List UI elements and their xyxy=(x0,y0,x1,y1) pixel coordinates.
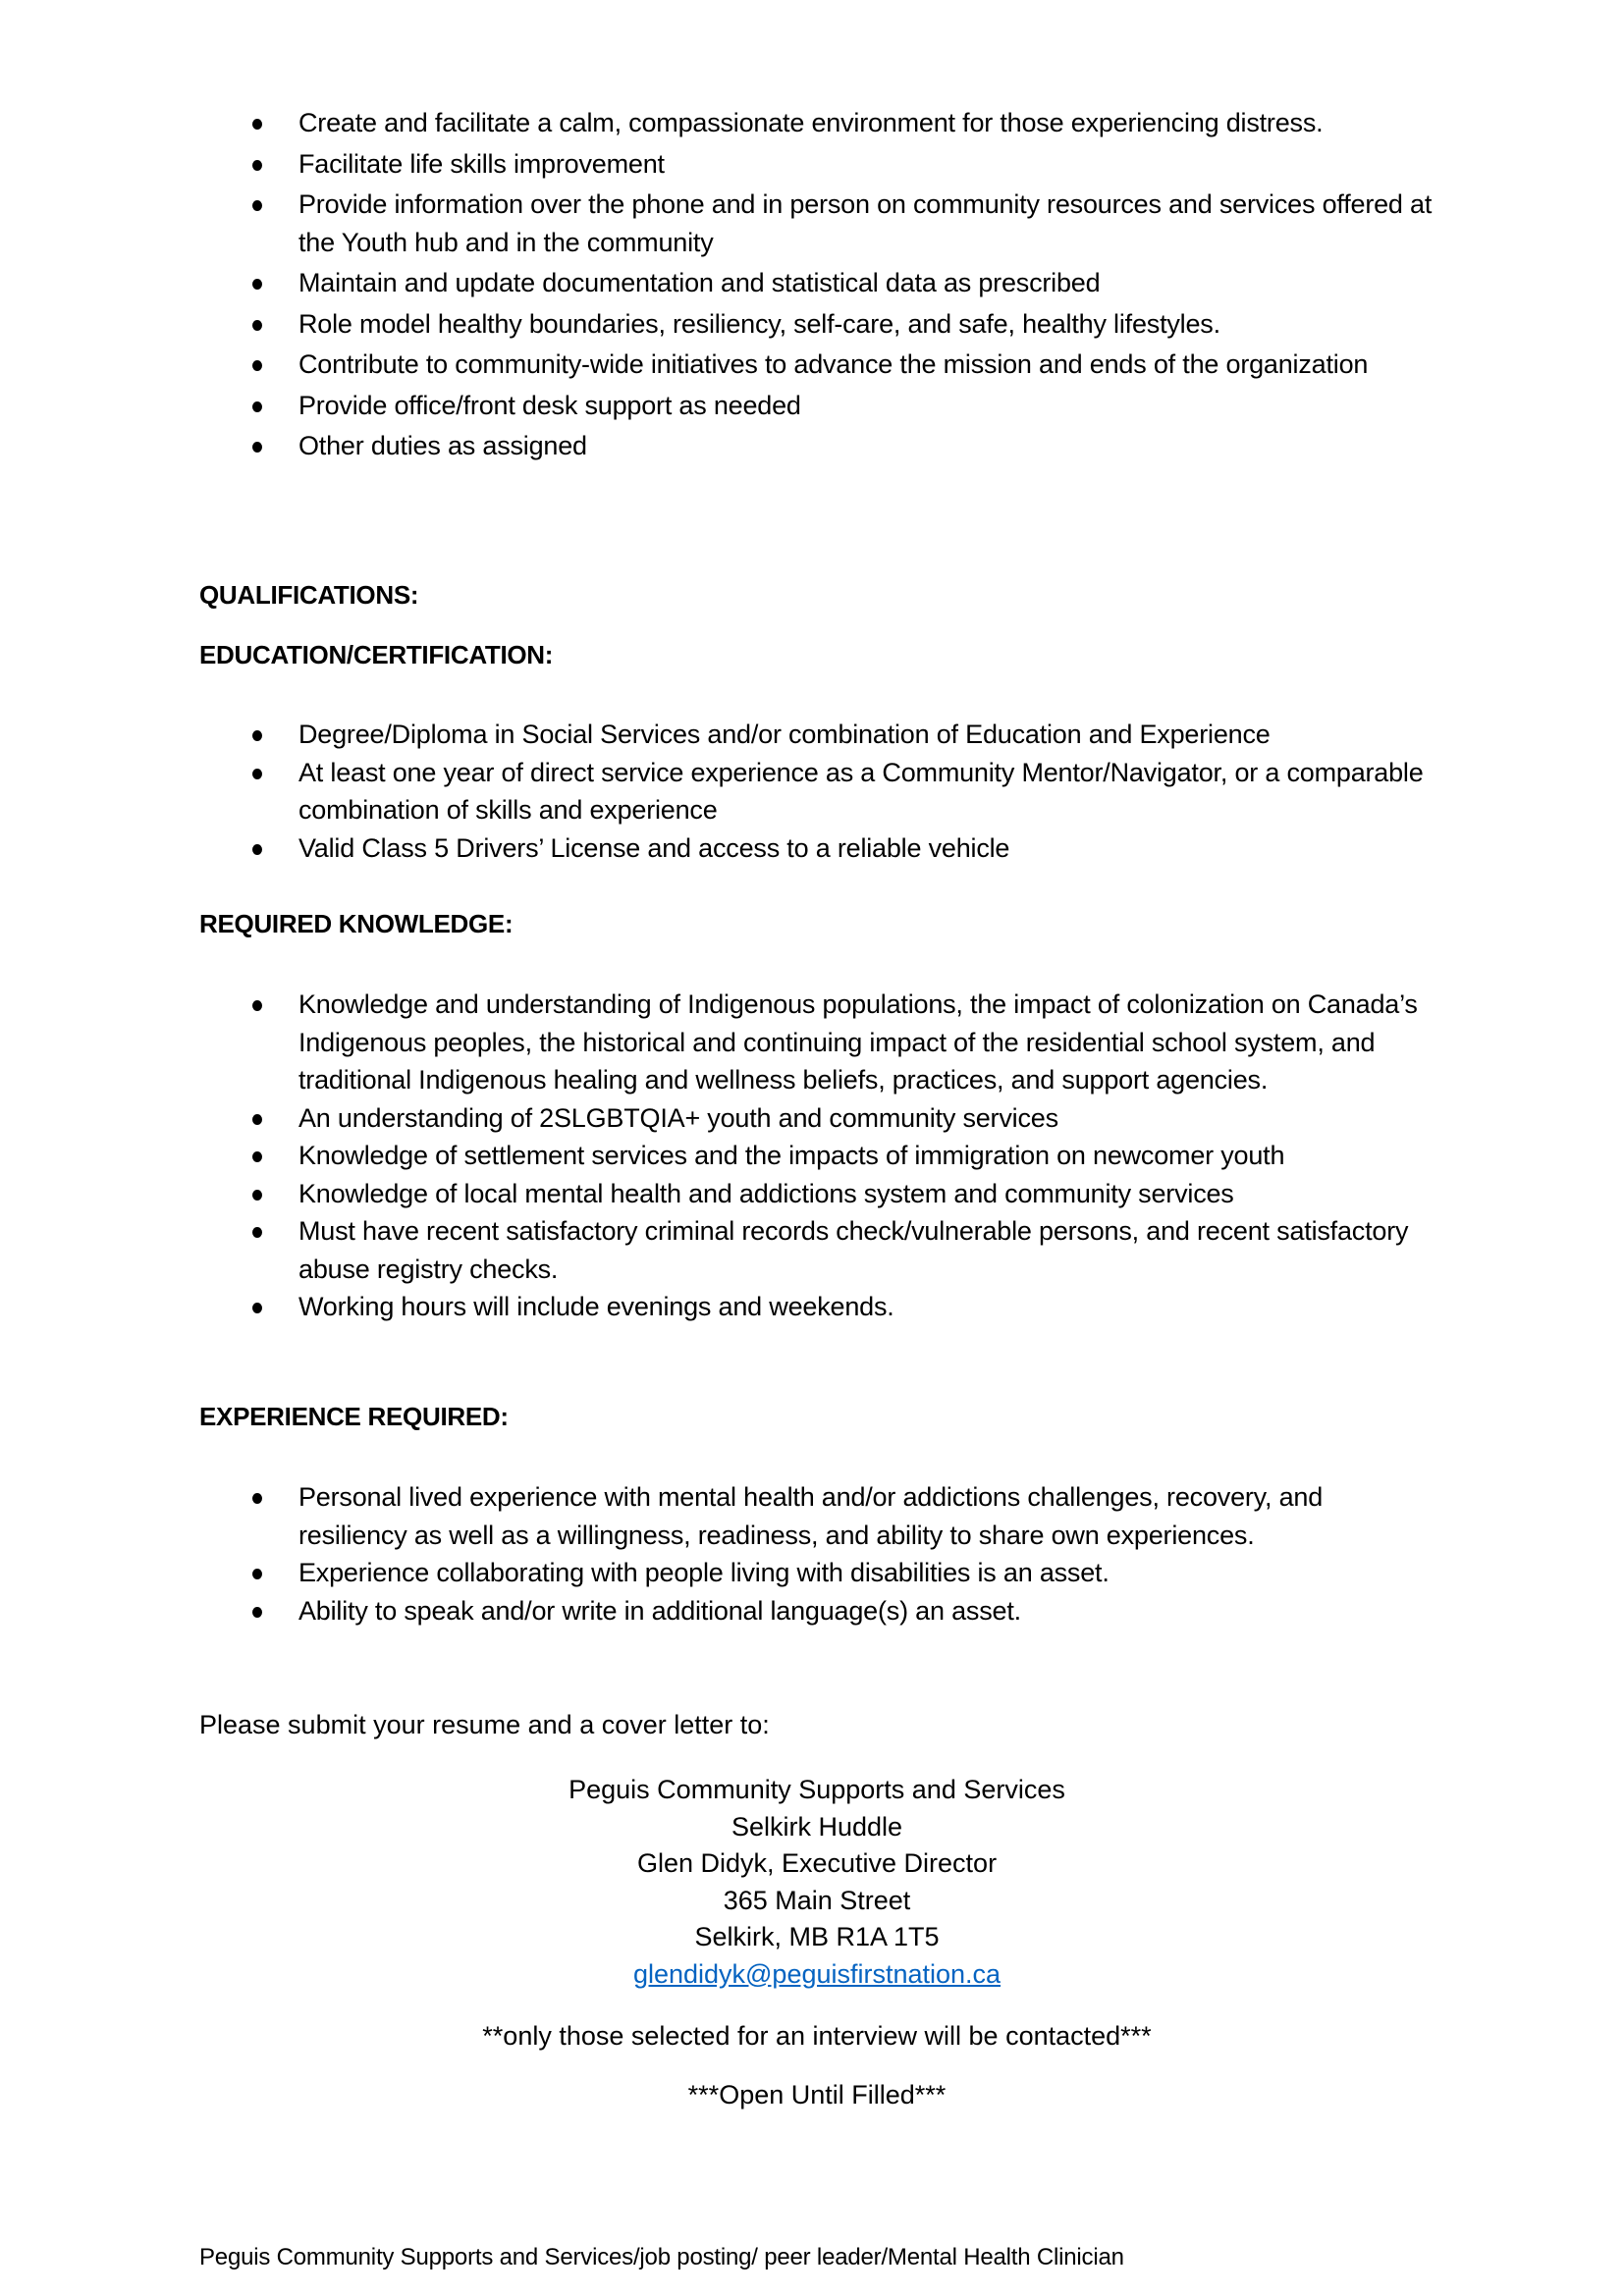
knowledge-section xyxy=(199,986,1436,1326)
street-address: 365 Main Street xyxy=(723,1885,911,1915)
bullet-icon xyxy=(252,730,262,741)
list-item: Must have recent satisfactory criminal records check/vulnerable persons, and recent satisfactory abuse registry checks. xyxy=(199,1212,1436,1288)
bullet-icon xyxy=(252,160,262,171)
list-item: Facilitate life skills improvement xyxy=(199,145,1436,184)
interview-note: **only those selected for an interview will be contacted*** xyxy=(482,2021,1152,2051)
list-item: Degree/Diploma in Social Services and/or combination of Education and Experience xyxy=(199,716,1436,754)
bullet-icon xyxy=(252,1493,262,1504)
page-footer: Peguis Community Supports and Services/job posting/ peer leader/Mental Health Clinician xyxy=(199,2244,1124,2270)
bullet-icon xyxy=(252,401,262,412)
bullet-icon xyxy=(252,1000,262,1011)
knowledge-list xyxy=(199,986,1436,1326)
list-item: Provide office/front desk support as needed xyxy=(199,387,1436,425)
list-item: Knowledge and understanding of Indigenous populations, the impact of colonization on Canada’s Indigenous peoples, the historical and continuing impact of the residential school system, and traditional Indigenous healing and wellness beliefs, practices, and support agencies. xyxy=(199,986,1436,1099)
bullet-icon xyxy=(252,1190,262,1201)
list-item: Valid Class 5 Drivers’ License and access to a reliable vehicle xyxy=(199,829,1436,868)
list-item: Maintain and update documentation and statistical data as prescribed xyxy=(199,264,1436,302)
bullet-icon xyxy=(252,279,262,290)
bullet-icon xyxy=(252,442,262,453)
org-name: Peguis Community Supports and Services xyxy=(568,1775,1065,1804)
qualifications-heading: QUALIFICATIONS: xyxy=(199,580,419,610)
open-status: ***Open Until Filled*** xyxy=(687,2080,947,2109)
list-item: Knowledge of local mental health and addictions system and community services xyxy=(199,1175,1436,1213)
bullet-icon xyxy=(252,1569,262,1579)
list-item: At least one year of direct service experience as a Community Mentor/Navigator, or a comparable combination of skills and experience xyxy=(199,754,1436,829)
education-list xyxy=(199,716,1436,867)
bullet-icon xyxy=(252,1114,262,1125)
duties-section xyxy=(199,104,1436,465)
email-link[interactable]: glendidyk@peguisfirstnation.ca xyxy=(632,1958,1001,1989)
list-item: Create and facilitate a calm, compassionate environment for those experiencing distress. xyxy=(199,104,1436,142)
contact-address xyxy=(0,1772,1624,1993)
education-section xyxy=(199,716,1436,867)
bullet-icon xyxy=(252,769,262,779)
list-item: Contribute to community-wide initiatives to advance the mission and ends of the organization xyxy=(199,346,1436,384)
bullet-icon xyxy=(252,320,262,331)
site-name: Selkirk Huddle xyxy=(731,1811,903,1842)
list-item: Other duties as assigned xyxy=(199,427,1436,465)
list-item: Working hours will include evenings and weekends. xyxy=(199,1288,1436,1326)
bullet-icon xyxy=(252,1227,262,1238)
submit-intro: Please submit your resume and a cover letter to: xyxy=(199,1710,770,1739)
experience-heading: EXPERIENCE REQUIRED: xyxy=(199,1402,509,1431)
duties-list xyxy=(199,104,1436,465)
education-heading: EDUCATION/CERTIFICATION: xyxy=(199,640,554,669)
knowledge-heading: REQUIRED KNOWLEDGE: xyxy=(199,909,514,938)
bullet-icon xyxy=(252,844,262,855)
experience-list xyxy=(199,1478,1436,1629)
list-item: Experience collaborating with people living with disabilities is an asset. xyxy=(199,1554,1436,1592)
bullet-icon xyxy=(252,200,262,211)
list-item: Role model healthy boundaries, resiliency, self-care, and safe, healthy lifestyles. xyxy=(199,305,1436,344)
list-item: An understanding of 2SLGBTQIA+ youth and community services xyxy=(199,1099,1436,1138)
bullet-icon xyxy=(252,360,262,371)
bullet-icon xyxy=(252,1151,262,1162)
bullet-icon xyxy=(252,1607,262,1618)
list-item: Knowledge of settlement services and the impacts of immigration on newcomer youth xyxy=(199,1137,1436,1175)
list-item: Provide information over the phone and in person on community resources and services offered at the Youth hub and in the community xyxy=(199,186,1436,261)
city-postal: Selkirk, MB R1A 1T5 xyxy=(694,1922,940,1951)
list-item: Personal lived experience with mental health and/or addictions challenges, recovery, and resiliency as well as a willingness, readiness, and ability to share own experiences. xyxy=(199,1478,1436,1554)
bullet-icon xyxy=(252,1303,262,1313)
bullet-icon xyxy=(252,119,262,130)
contact-name: Glen Didyk, Executive Director xyxy=(636,1848,998,1878)
experience-section xyxy=(199,1478,1436,1629)
list-item: Ability to speak and/or write in additional language(s) an asset. xyxy=(199,1592,1436,1630)
